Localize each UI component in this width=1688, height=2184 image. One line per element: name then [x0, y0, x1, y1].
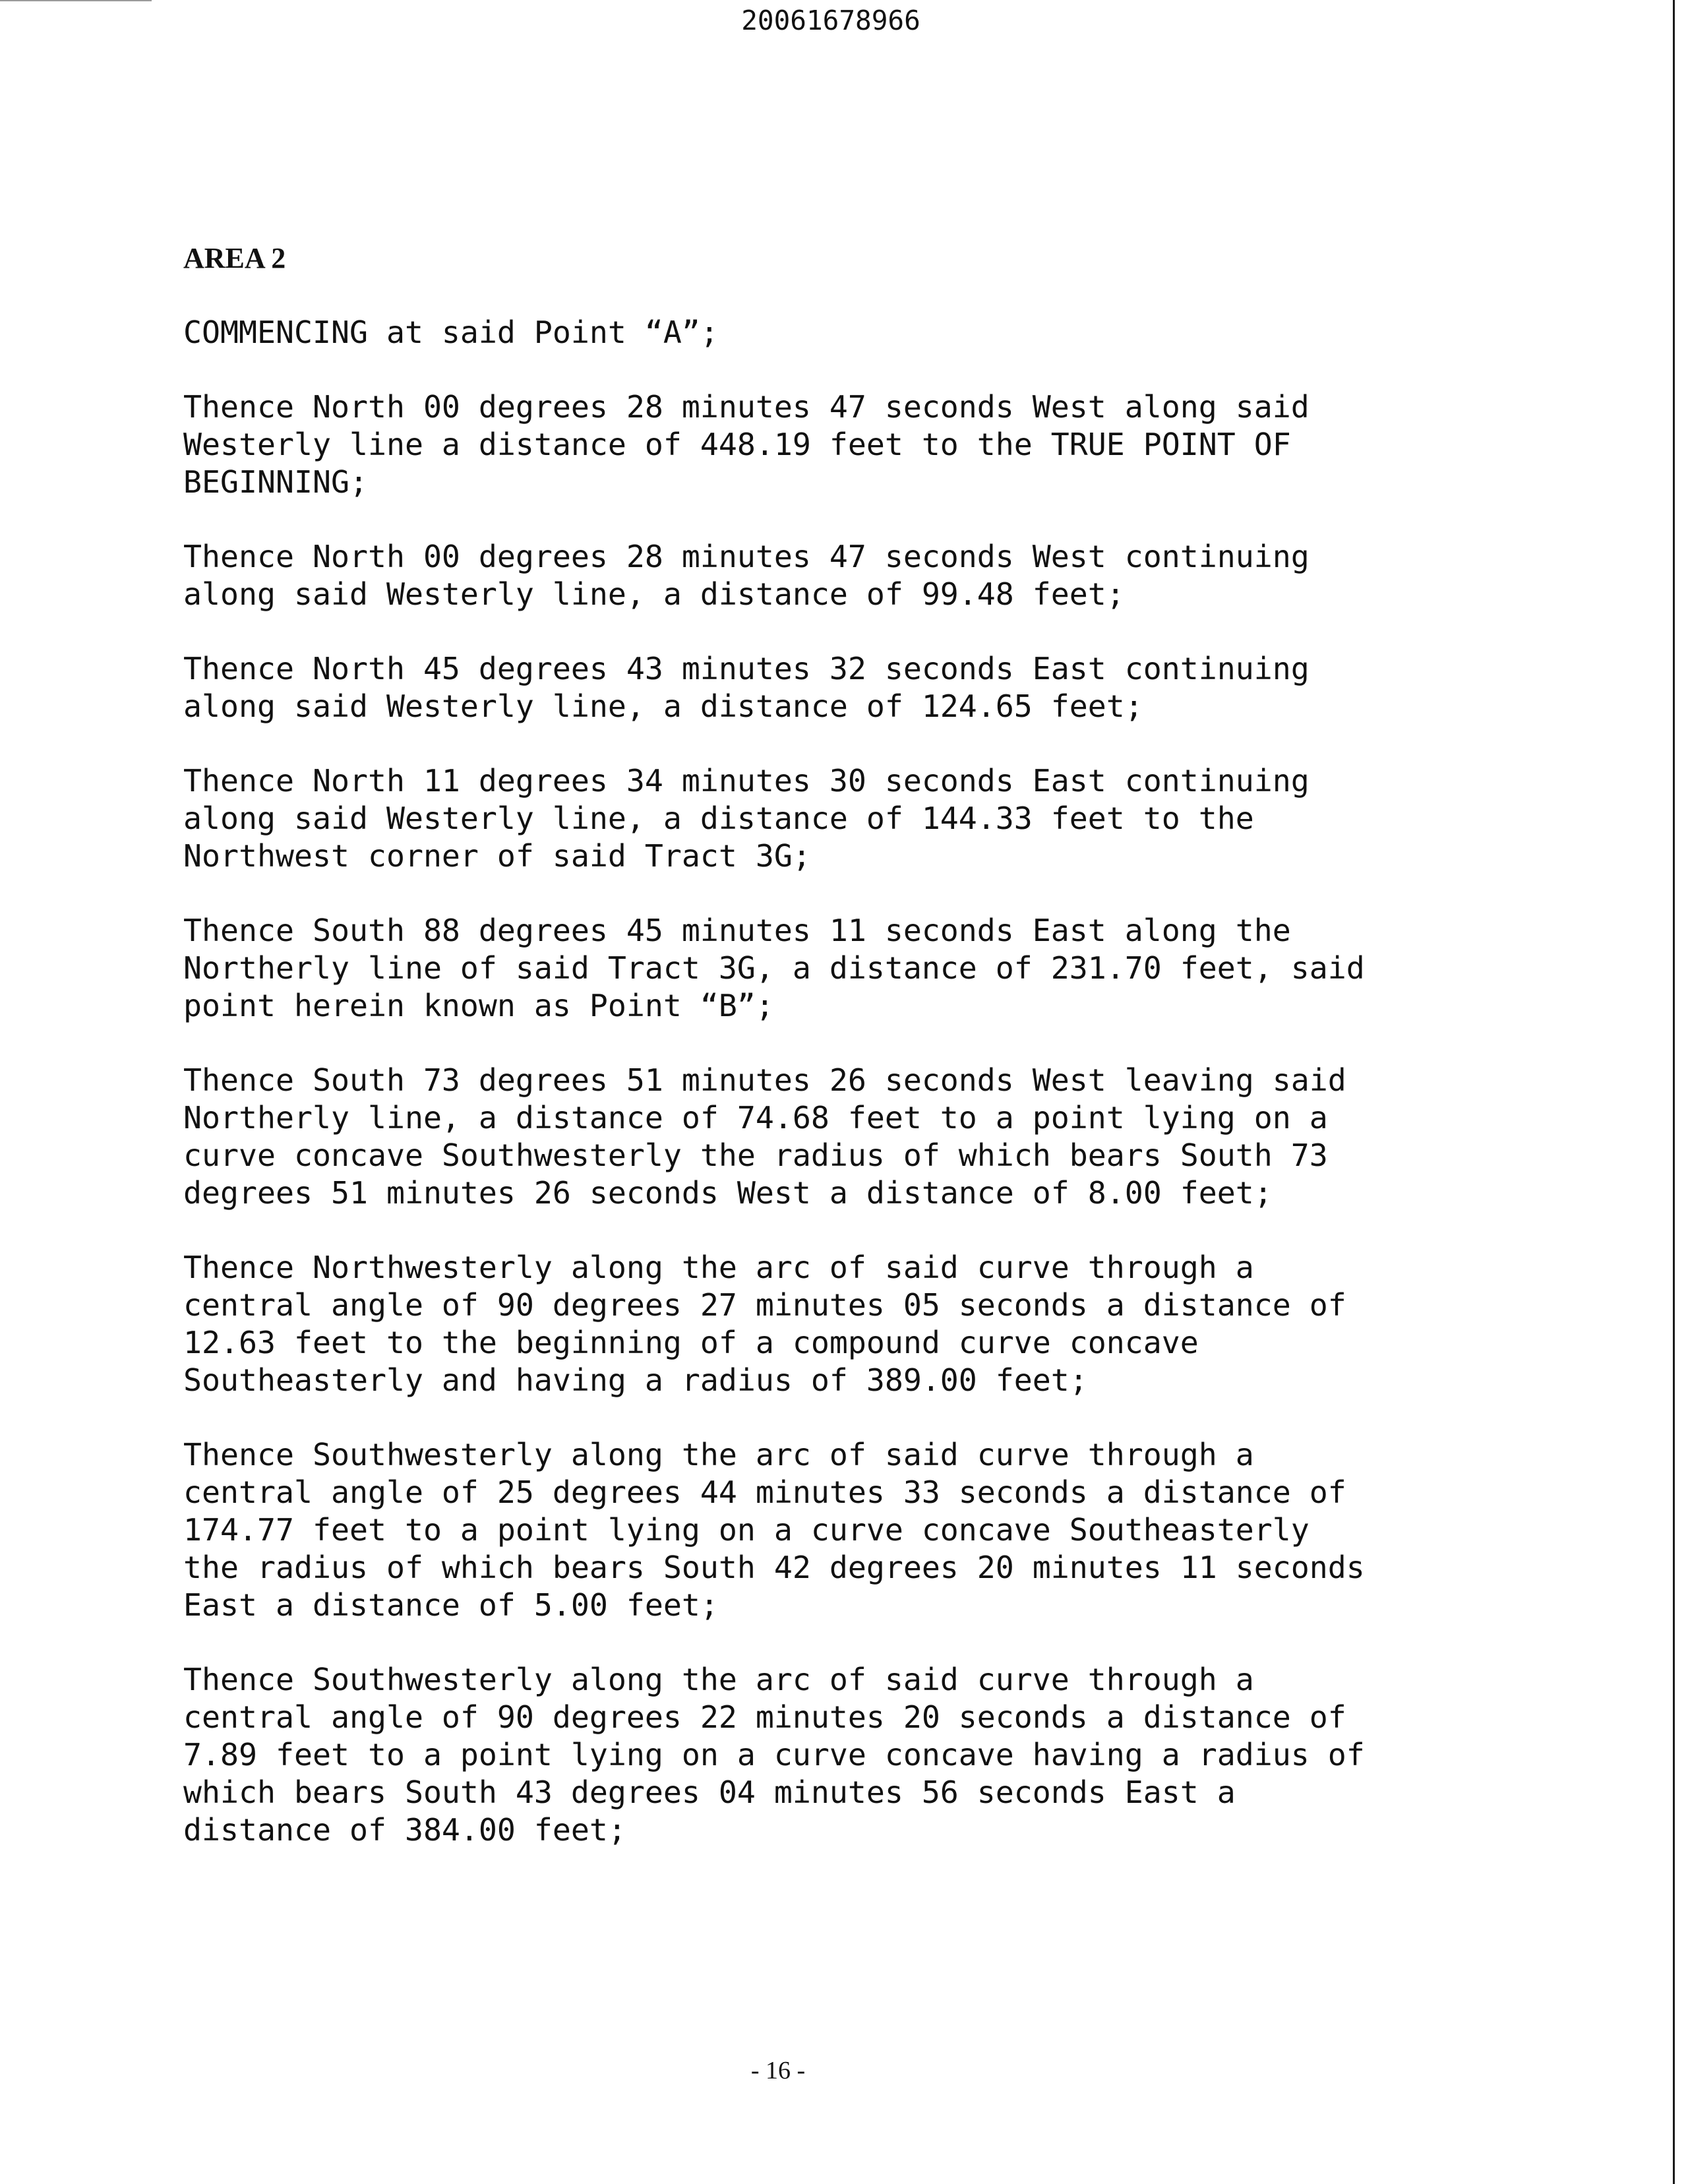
page-number: - 16 - — [750, 2057, 806, 2084]
paragraph-course-1: Thence North 00 degrees 28 minutes 47 seconds West along said Westerly line a distance of 448.19 feet to the TRUE POINT OF BEGINNING; — [183, 389, 1310, 500]
page-right-edge — [1673, 0, 1675, 2184]
paragraph-course-6: Thence South 73 degrees 51 minutes 26 seconds West leaving said Northerly line, a distance of 74.68 feet to a point lying on a curve concave Southwesterly the radius of which bears South 73 degrees 51 minutes 26 seconds West a distance of 8.00 feet; — [183, 1062, 1346, 1211]
paragraph-course-4: Thence North 11 degrees 34 minutes 30 seconds East continuing along said Westerly line, a distance of 144.33 feet to the Northwest corner of said Tract 3G; — [183, 763, 1310, 874]
section-heading: AREA 2 — [183, 242, 286, 274]
paragraph-course-8: Thence Southwesterly along the arc of said curve through a central angle of 25 degrees 44 minutes 33 seconds a distance of 174.77 feet to a point lying on a curve concave Southeasterly the radius of which bears South 42 degrees 20 minutes 11 seconds East a distance of 5.00 feet; — [183, 1437, 1365, 1623]
page-top-edge — [0, 0, 152, 1]
paragraph-course-9: Thence Southwesterly along the arc of said curve through a central angle of 90 degrees 22 minutes 20 seconds a distance of 7.89 feet to a point lying on a curve concave having a radius of which bears South 43 degrees 04 minutes 56 seconds East a distance of 384.00 feet; — [183, 1662, 1365, 1848]
document-number: 20061678966 — [741, 5, 920, 36]
paragraph-course-3: Thence North 45 degrees 43 minutes 32 seconds East continuing along said Westerly line, a distance of 124.65 feet; — [183, 651, 1310, 724]
paragraph-course-2: Thence North 00 degrees 28 minutes 47 seconds West continuing along said Westerly line, a distance of 99.48 feet; — [183, 539, 1310, 612]
paragraph-course-7: Thence Northwesterly along the arc of said curve through a central angle of 90 degrees 27 minutes 05 seconds a distance of 12.63 feet to the beginning of a compound curve concave Southeasterly and having a radius of 389.00 feet; — [183, 1250, 1346, 1398]
legal-description-body — [183, 314, 1647, 1886]
paragraph-course-5: Thence South 88 degrees 45 minutes 11 seconds East along the Northerly line of said Tract 3G, a distance of 231.70 feet, said point herein known as Point “B”; — [183, 913, 1365, 1023]
paragraph-commencing: COMMENCING at said Point “A”; — [183, 315, 719, 350]
